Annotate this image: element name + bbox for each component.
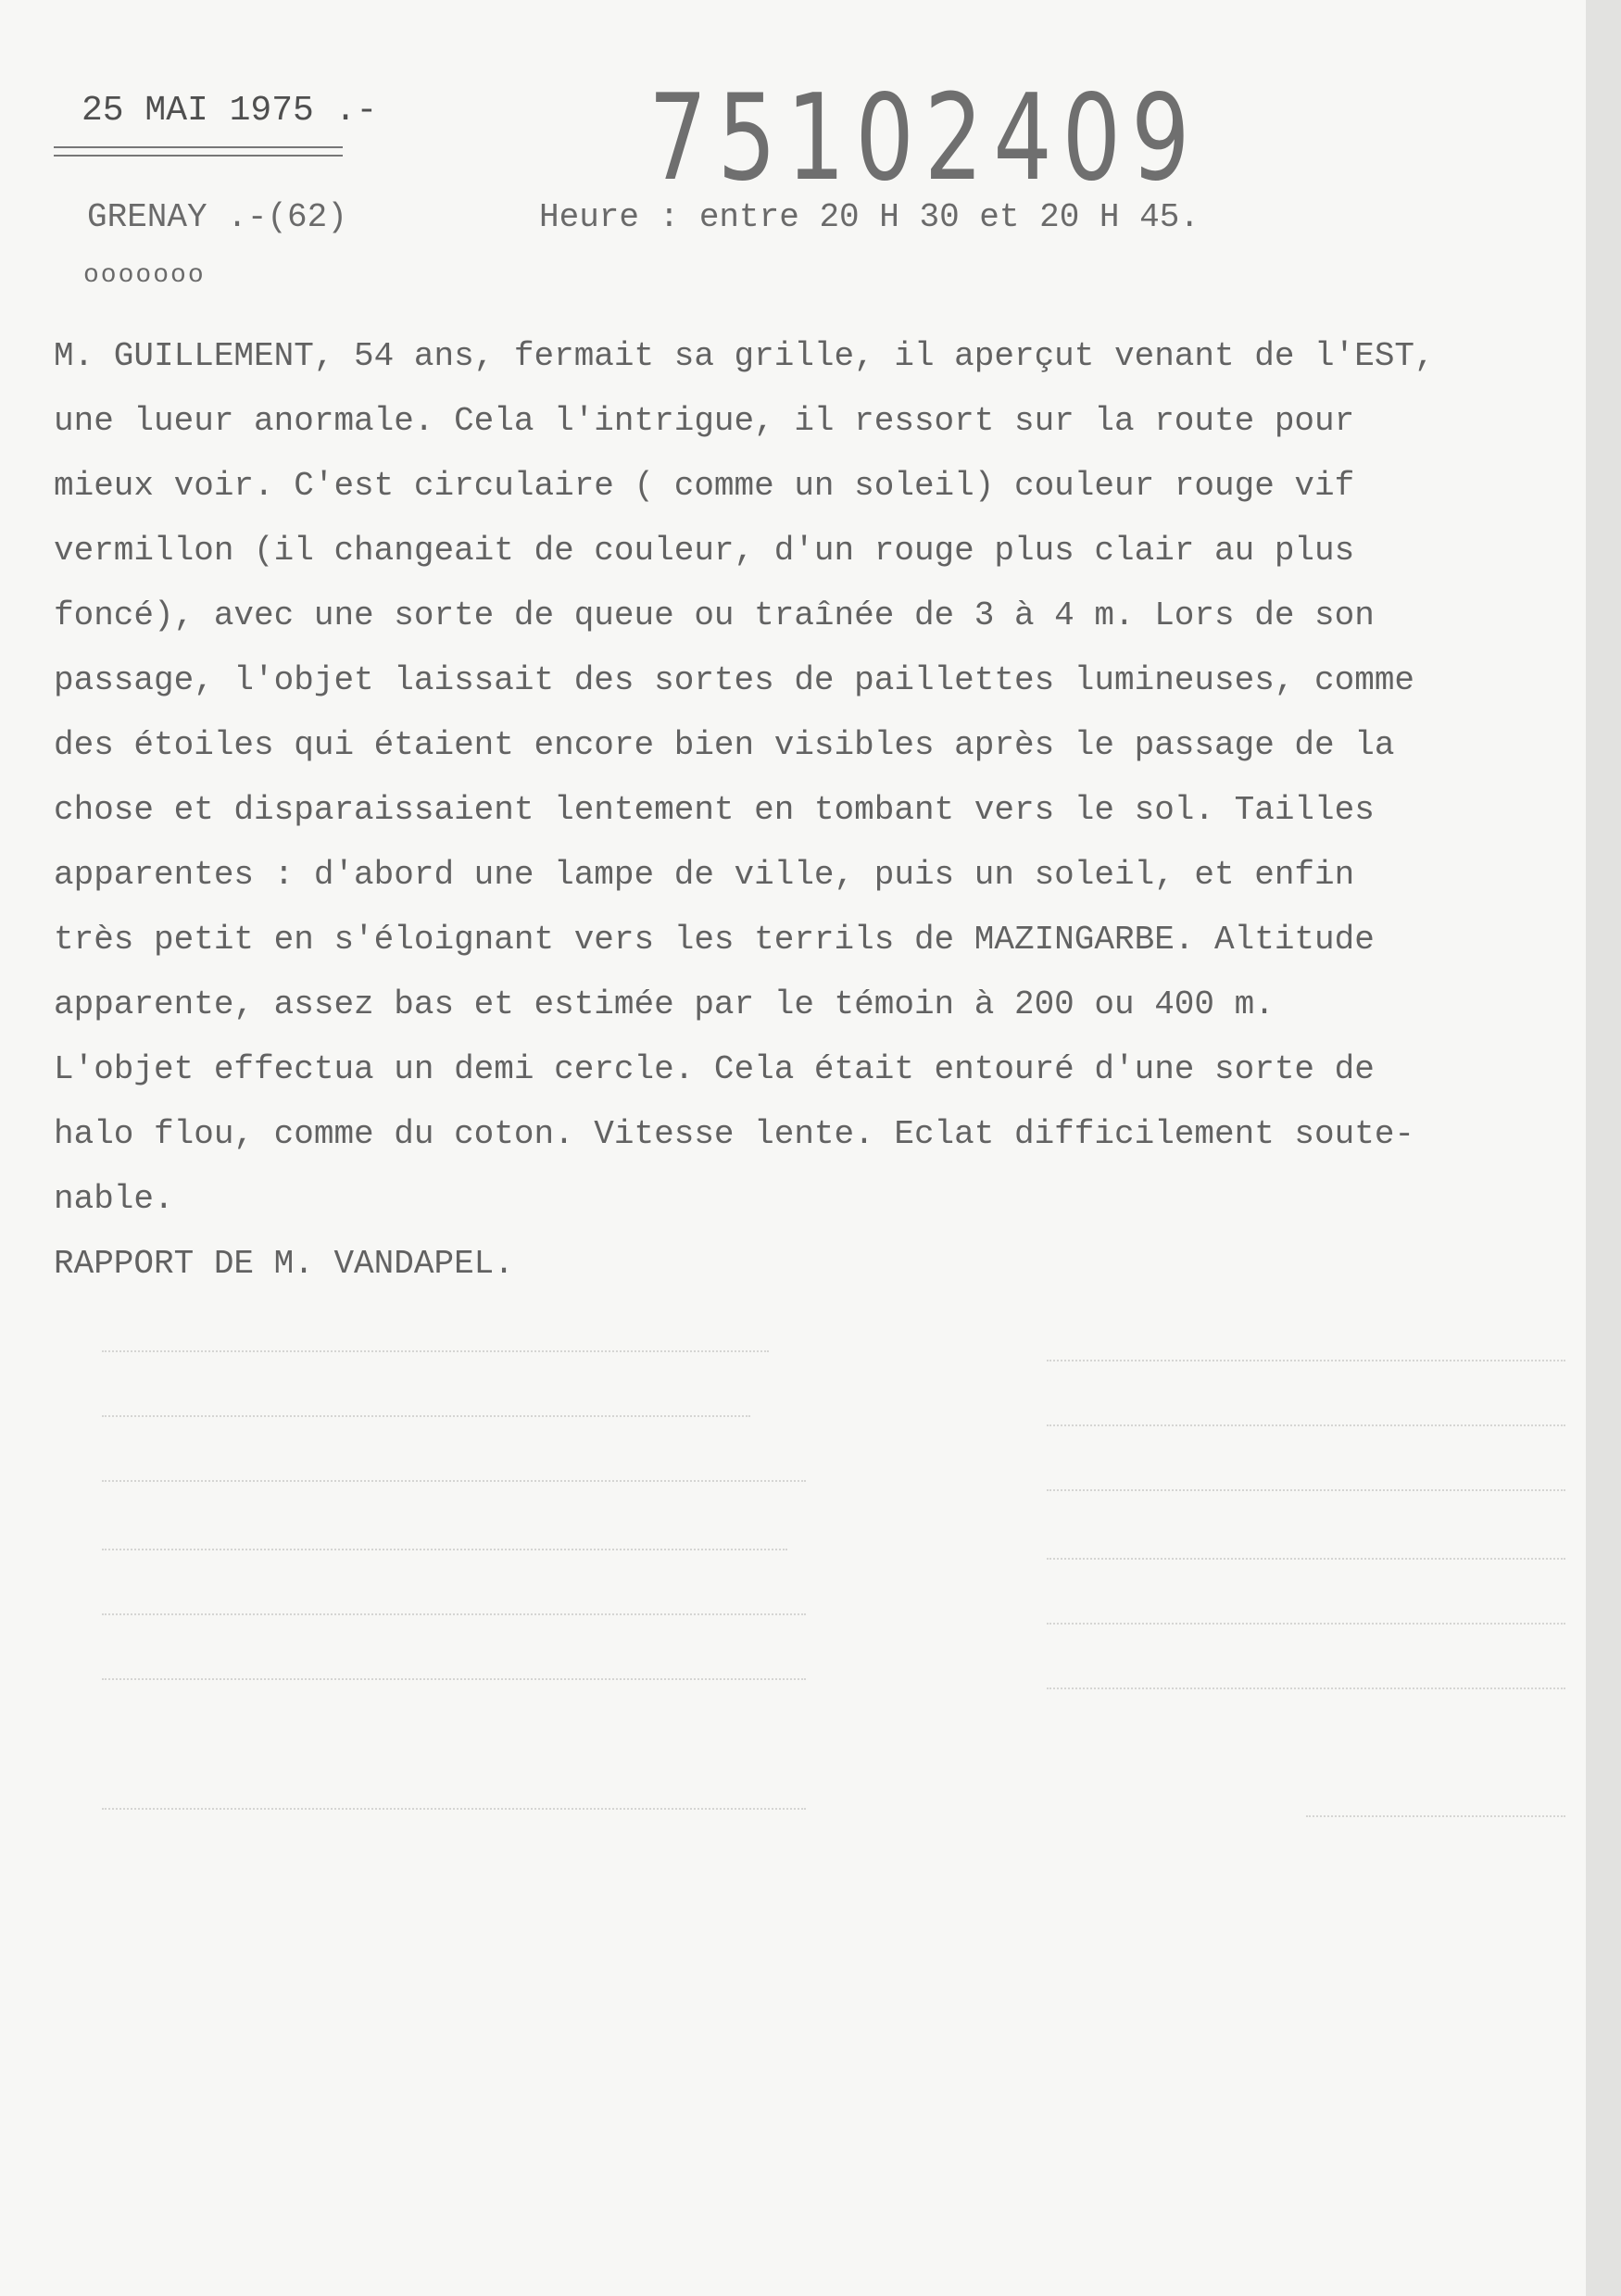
bleed-through-line xyxy=(102,1678,806,1681)
body-line: apparentes : d'abord une lampe de ville, puis un soleil, et enfin xyxy=(54,856,1355,894)
body-line: très petit en s'éloignant vers les terrils de MAZINGARBE. Altitude xyxy=(54,921,1375,959)
body-line: des étoiles qui étaient encore bien visibles après le passage de la xyxy=(54,726,1395,764)
body-line: M. GUILLEMENT, 54 ans, fermait sa grille, il aperçut venant de l'EST, xyxy=(54,337,1435,375)
bleed-through-line xyxy=(102,1808,806,1811)
bleed-through-line xyxy=(102,1350,769,1353)
bleed-through-line xyxy=(1047,1489,1565,1492)
body-line: passage, l'objet laissait des sortes de paillettes lumineuses, comme xyxy=(54,661,1415,699)
body-line: foncé), avec une sorte de queue ou traînée de 3 à 4 m. Lors de son xyxy=(54,596,1375,634)
body-line: nable. xyxy=(54,1180,174,1218)
body-line: une lueur anormale. Cela l'intrigue, il ressort sur la route pour xyxy=(54,402,1355,440)
report-date: 25 MAI 1975 .- xyxy=(82,91,378,131)
body-line: apparente, assez bas et estimée par le témoin à 200 ou 400 m. xyxy=(54,985,1275,1023)
bleed-through-line xyxy=(1047,1558,1565,1561)
body-line: L'objet effectua un demi cercle. Cela était entouré d'une sorte de xyxy=(54,1050,1375,1088)
body-line: chose et disparaissaient lentement en tombant vers le sol. Tailles xyxy=(54,791,1375,829)
body-line: halo flou, comme du coton. Vitesse lente. Eclat difficilement soute- xyxy=(54,1115,1415,1153)
bleed-through-line xyxy=(1047,1687,1565,1690)
bleed-through-line xyxy=(1047,1623,1565,1625)
bleed-through-line xyxy=(1047,1424,1565,1427)
separator: ooooooo xyxy=(83,261,206,290)
time-of-sighting: Heure : entre 20 H 30 et 20 H 45. xyxy=(539,198,1200,236)
body-line: mieux voir. C'est circulaire ( comme un soleil) couleur rouge vif xyxy=(54,467,1355,505)
report-signature: RAPPORT DE M. VANDAPEL. xyxy=(54,1245,514,1283)
bleed-through-line xyxy=(102,1415,750,1418)
bleed-through-line xyxy=(1306,1815,1565,1818)
report-body xyxy=(54,324,1573,1297)
date-underline xyxy=(54,146,343,157)
bleed-through-line xyxy=(1047,1360,1565,1362)
location: GRENAY .-(62) xyxy=(87,198,347,236)
bleed-through-line xyxy=(102,1480,806,1483)
page-edge-shadow xyxy=(1586,0,1621,2296)
body-line: vermillon (il changeait de couleur, d'un rouge plus clair au plus xyxy=(54,532,1355,570)
bleed-through-line xyxy=(102,1613,806,1616)
case-number: 75102409 xyxy=(648,69,1200,207)
bleed-through-line xyxy=(102,1549,787,1551)
